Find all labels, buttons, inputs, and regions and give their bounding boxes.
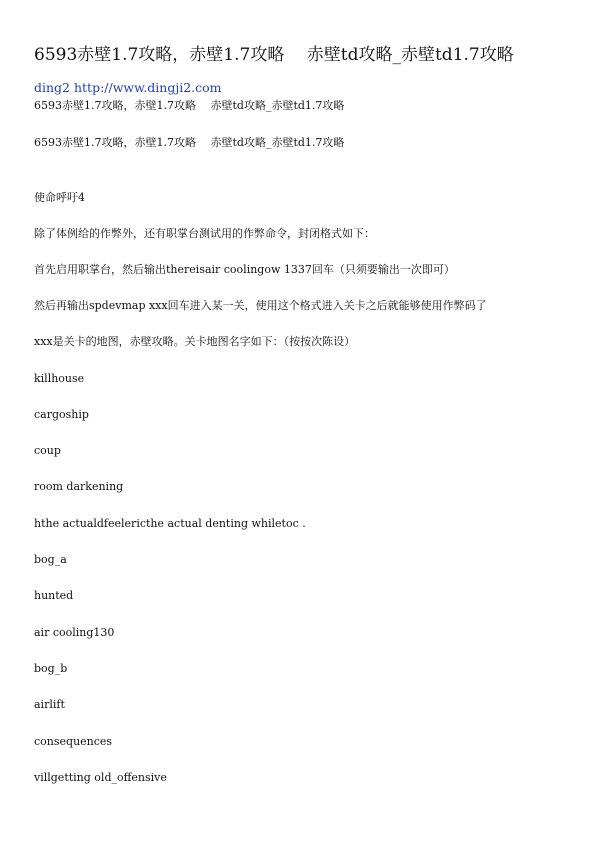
subtitle-line-2: 6593赤壁1.7攻略，赤壁1.7攻略 赤壁td攻略_赤壁td1.7攻略 (34, 136, 345, 149)
source-link[interactable]: ding2 http://www.dingji2.com (34, 80, 222, 95)
map-name-item: room darkening (34, 480, 124, 493)
section-heading: 使命呼吁4 (34, 191, 85, 204)
map-name-item: bog_a (34, 553, 67, 566)
map-name-item: cargoship (34, 408, 89, 421)
map-name-item: consequences (34, 735, 113, 748)
map-name-item: villgetting old_offensive (34, 771, 167, 784)
map-name-item: air cooling130 (34, 626, 115, 639)
map-name-item: hthe actualdfeelericthe actual denting whiletoc . (34, 517, 306, 530)
subtitle-line-1: 6593赤壁1.7攻略，赤壁1.7攻略 赤壁td攻略_赤壁td1.7攻略 (34, 99, 345, 112)
document-title: 6593赤壁1.7攻略，赤壁1.7攻略 赤壁td攻略_赤壁td1.7攻略 (34, 45, 514, 65)
map-name-item: killhouse (34, 372, 85, 385)
paragraph: 然后再输出spdevmap xxx回车进入某一关，使用这个格式进入关卡之后就能够使用作弊码了 (34, 299, 487, 312)
map-name-item: hunted (34, 589, 74, 602)
paragraph: 除了体例给的作弊外，还有职掌台测试用的作弊命令，封闭格式如下： (34, 227, 375, 240)
paragraph: xxx是关卡的地图，赤壁攻略。关卡地图名字如下：（按按次陈设） (34, 335, 356, 348)
map-name-item: bog_b (34, 662, 68, 675)
map-name-item: airlift (34, 698, 65, 711)
map-name-item: coup (34, 444, 61, 457)
paragraph: 首先启用职掌台，然后输出thereisair coolingow 1337回车（只须要输出一次即可） (34, 263, 455, 276)
